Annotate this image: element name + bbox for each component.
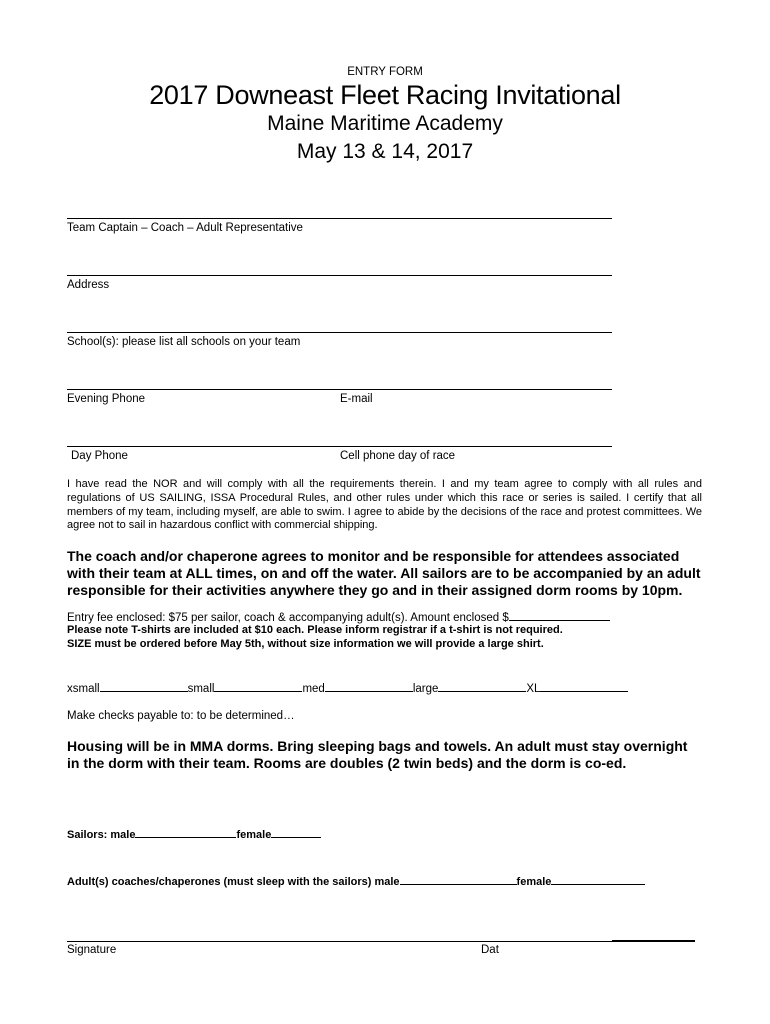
day-phone-label: Day Phone xyxy=(71,450,128,462)
adults-male-label: Adult(s) coaches/chaperones (must sleep with the sailors) male xyxy=(67,876,400,888)
email-label: E-mail xyxy=(340,393,373,405)
size-xl-label: XL xyxy=(526,683,541,695)
venue-subtitle: Maine Maritime Academy xyxy=(267,112,503,135)
sailors-male-field[interactable] xyxy=(135,826,236,838)
tshirt-sizes-line xyxy=(67,680,628,695)
sailors-female-field[interactable] xyxy=(271,826,321,838)
sailors-female-label: female xyxy=(236,829,272,841)
entry-fee-text: Entry fee enclosed: $75 per sailor, coach & accompanying adult(s). Amount enclosed $ xyxy=(67,612,509,624)
signature-label: Signature xyxy=(67,944,117,956)
address-label: Address xyxy=(67,279,110,291)
size-med-field[interactable] xyxy=(325,680,413,692)
sailors-male-label: Sailors: male xyxy=(67,829,136,841)
size-small-label: small xyxy=(187,683,215,695)
supervision-text: The coach and/or chaperone agrees to monitor and be responsible for attendees associated with their team at ALL times, on and off the water. All sailors are to be accompanied by an adult responsible for their activities anywhere they go and in their assigned dorm rooms by 10pm. xyxy=(67,548,701,598)
date-field-line[interactable] xyxy=(612,940,695,942)
size-large-label: large xyxy=(412,683,439,695)
agreement-text: I have read the NOR and will comply with all the requirements therein. I and my team agree to comply with all rules and regulations of US SAILING, ISSA Procedural Rules, and other rules under which this race or series is sailed. I certify that all members of my team, including myself, are able to swim. I agree to abide by the decisions of the race and protest committees. We agree not to sail in hazardous conflict with commercial shipping. xyxy=(67,478,702,532)
size-med-label: med xyxy=(302,683,325,695)
tshirt-note: Please note T-shirts are included at $10 each. Please inform registrar if a t-shirt is not required. xyxy=(67,624,563,636)
adults-female-field[interactable] xyxy=(551,873,645,885)
event-dates: May 13 & 14, 2017 xyxy=(296,140,474,163)
address-field-line[interactable] xyxy=(67,275,612,276)
day-cell-phone-field-line[interactable] xyxy=(67,446,612,447)
housing-text: Housing will be in MMA dorms. Bring sleeping bags and towels. An adult must stay overnight in the dorm with their team. Rooms are doubles (2 twin beds) and the dorm is co-ed. xyxy=(67,738,688,771)
date-label: Dat xyxy=(481,944,499,956)
signature-field-line[interactable] xyxy=(67,941,612,942)
adults-count-line xyxy=(67,873,645,888)
form-label: ENTRY FORM xyxy=(347,66,423,78)
cell-phone-label: Cell phone day of race xyxy=(340,450,456,462)
schools-label: School(s): please list all schools on your team xyxy=(67,336,301,348)
sailors-count-line xyxy=(67,826,321,841)
adults-male-field[interactable] xyxy=(400,873,517,885)
captain-label: Team Captain – Coach – Adult Representative xyxy=(67,222,303,234)
size-large-field[interactable] xyxy=(438,680,526,692)
entry-fee-line xyxy=(67,609,610,624)
size-xsmall-label: xsmall xyxy=(67,683,100,695)
size-note: SIZE must be ordered before May 5th, without size information we will provide a large shirt. xyxy=(67,638,544,650)
amount-enclosed-field[interactable] xyxy=(509,609,610,621)
phone-email-field-line[interactable] xyxy=(67,389,612,390)
evening-phone-label: Evening Phone xyxy=(67,393,146,405)
captain-field-line[interactable] xyxy=(67,218,612,219)
page-title: 2017 Downeast Fleet Racing Invitational xyxy=(149,80,621,110)
schools-field-line[interactable] xyxy=(67,332,612,333)
size-small-field[interactable] xyxy=(214,680,302,692)
checks-payable-text: Make checks payable to: to be determined… xyxy=(67,710,295,722)
size-xl-field[interactable] xyxy=(540,680,628,692)
adults-female-label: female xyxy=(516,876,552,888)
size-xsmall-field[interactable] xyxy=(100,680,188,692)
